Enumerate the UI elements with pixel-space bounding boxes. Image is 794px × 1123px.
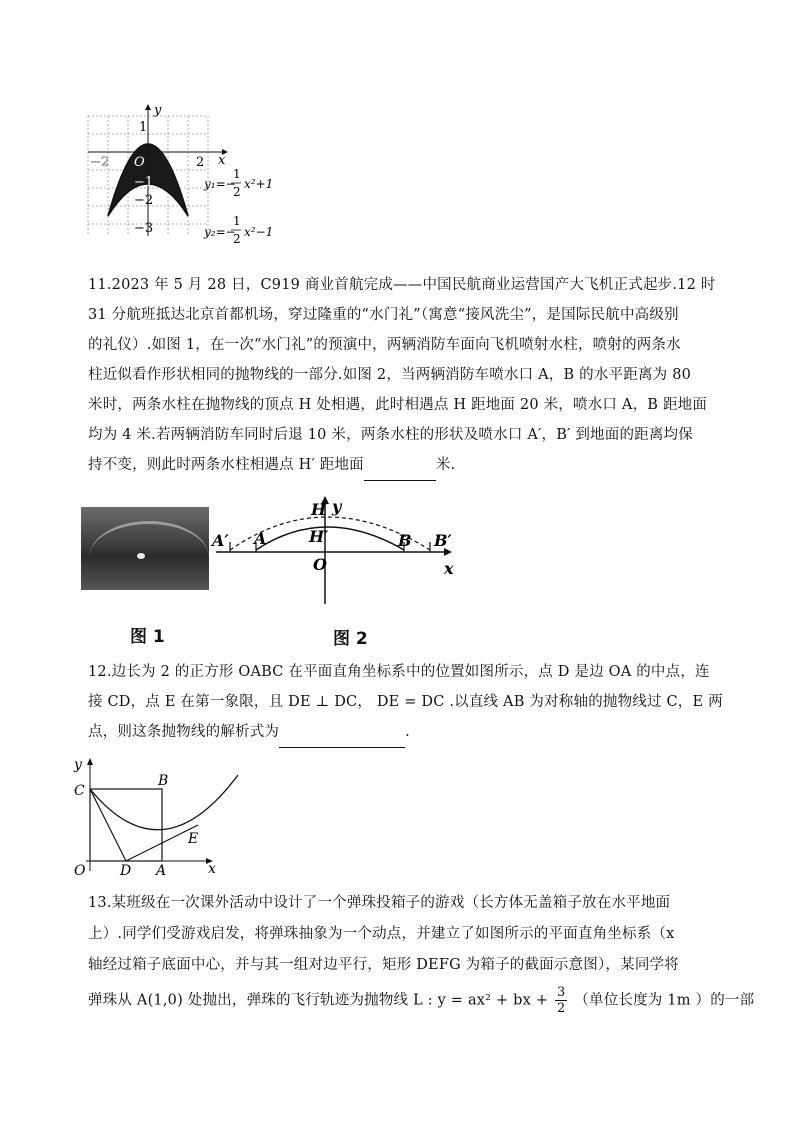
top-parabola-figure xyxy=(86,104,296,244)
q12-y-arrow xyxy=(87,758,93,765)
svg-text:1: 1 xyxy=(233,167,241,181)
svg-text:x²−1: x²−1 xyxy=(244,225,274,239)
q11-line-6: 均为 4 米.若两辆消防车同时后退 10 米，两条水柱的形状及喷水口 A′，B′ 到地面的距离均保 xyxy=(88,427,693,443)
label-y2 xyxy=(203,214,273,244)
label-H-prime: H′ xyxy=(309,527,329,546)
q13-line-4: 弹珠从 A(1,0) 处抛出，弹珠的飞行轨迹为抛物线 L : y = ax² + bx + $\frac{3}{2}$ （单位长度为 1m ）的一部 xyxy=(88,985,755,1016)
q11-line-1: 11.2023 年 5 月 28 日，C919 商业首航完成——中国民航商业运营国产大飞机正式起步.12 时 xyxy=(88,277,716,293)
svg-text:y₂=−: y₂=− xyxy=(204,225,236,239)
top-tick-x-neg2: −2 xyxy=(90,155,110,170)
figure-1-photo xyxy=(81,507,209,590)
photo-plane xyxy=(137,553,145,559)
top-tick-y-neg2: −2 xyxy=(134,193,154,208)
top-y-arrow xyxy=(145,104,151,110)
label-A: A xyxy=(254,529,267,548)
q11-line-5: 米时，两条水柱在抛物线的顶点 H 处相遇，此时相遇点 H 距地面 20 米，喷水口 A，B 距地面 xyxy=(88,397,708,413)
label-H: H xyxy=(311,500,327,519)
label-A-prime: A′ xyxy=(212,531,229,550)
q12-label-C: C xyxy=(74,783,85,799)
svg-text:y₁=−: y₁=− xyxy=(204,177,236,191)
q11-line-2: 31 分航班抵达北京首都机场，穿过隆重的“水门礼”（寓意“接风洗尘”，是国际民航中高级别 xyxy=(88,307,679,323)
segment-CD xyxy=(90,789,126,861)
figure-1-caption: 图 1 xyxy=(130,627,165,647)
svg-text:2: 2 xyxy=(233,232,241,244)
top-axis-y-label: y xyxy=(154,104,162,118)
q11-line-4: 柱近似看作形状相同的抛物线的一部分.如图 2，当两辆消防车喷水口 A，B 的水平距离为 80 xyxy=(88,367,692,383)
figure-2-diagram xyxy=(210,494,460,609)
label-y1 xyxy=(203,167,273,199)
q12-answer-blank[interactable] xyxy=(279,717,405,748)
figure-q12-diagram xyxy=(70,755,250,879)
q11-line-7: 持不变，则此时两条水柱相遇点 H′ 距地面 米. xyxy=(88,450,718,481)
q11-answer-blank[interactable] xyxy=(364,450,436,481)
q12-line-3: 点，则这条抛物线的解析式为 . xyxy=(88,717,718,748)
top-axis-x-label: x xyxy=(218,153,226,168)
q12-label-x: x xyxy=(208,861,216,877)
label-B: B xyxy=(398,531,412,550)
top-tick-y-neg3: −3 xyxy=(134,221,154,236)
q13-line-1: 13.某班级在一次课外活动中设计了一个弹珠投箱子的游戏（长方体无盖箱子放在水平地面 xyxy=(88,895,671,911)
top-tick-y-1: 1 xyxy=(139,120,148,135)
label-O: O xyxy=(313,555,327,574)
q12-label-D: D xyxy=(120,863,132,879)
top-tick-origin: O xyxy=(134,155,145,170)
q12-label-O: O xyxy=(74,863,86,879)
figure-2-caption: 图 2 xyxy=(333,629,368,649)
label-x: x xyxy=(444,559,454,578)
svg-text:1: 1 xyxy=(233,214,241,228)
square-OABC xyxy=(90,789,162,861)
question-11 xyxy=(88,270,718,481)
q11-line-3: 的礼仪）.如图 1，在一次“水门礼”的预演中，两辆消防车面向飞机喷射水柱，喷射的两条水 xyxy=(88,337,681,353)
svg-text:x²+1: x²+1 xyxy=(244,177,274,191)
q12-label-A: A xyxy=(156,863,167,879)
svg-text:2: 2 xyxy=(233,185,241,199)
q13-line-3: 轴经过箱子底面中心，并与其一组对边平行，矩形 DEFG 为箱子的截面示意图），某同学将 xyxy=(88,957,679,973)
top-tick-x-2: 2 xyxy=(196,155,205,170)
label-y: y xyxy=(332,497,342,516)
q12-line-1: 12.边长为 2 的正方形 OABC 在平面直角坐标系中的位置如图所示，点 D 是边 OA 的中点，连 xyxy=(88,664,710,680)
arc-solid xyxy=(256,527,404,550)
question-12 xyxy=(88,657,723,748)
q12-label-B: B xyxy=(158,773,169,789)
q13-fraction: $\frac{3}{2}$ xyxy=(557,985,566,1016)
photo-arc xyxy=(89,521,209,590)
question-13 xyxy=(88,888,755,1017)
q12-label-y: y xyxy=(74,757,82,773)
label-B-prime: B′ xyxy=(434,531,452,550)
q12-label-E: E xyxy=(188,831,199,847)
top-tick-y-neg1: −1 xyxy=(134,175,154,190)
q12-line-2: 接 CD，点 E 在第一象限，且 DE ⊥ DC， DE = DC .以直线 AB 为对称轴的抛物线过 C，E 两 xyxy=(88,694,723,710)
q13-line-2: 上）.同学们受游戏启发，将弹珠抽象为一个动点，并建立了如图所示的平面直角坐标系（x xyxy=(88,926,675,942)
